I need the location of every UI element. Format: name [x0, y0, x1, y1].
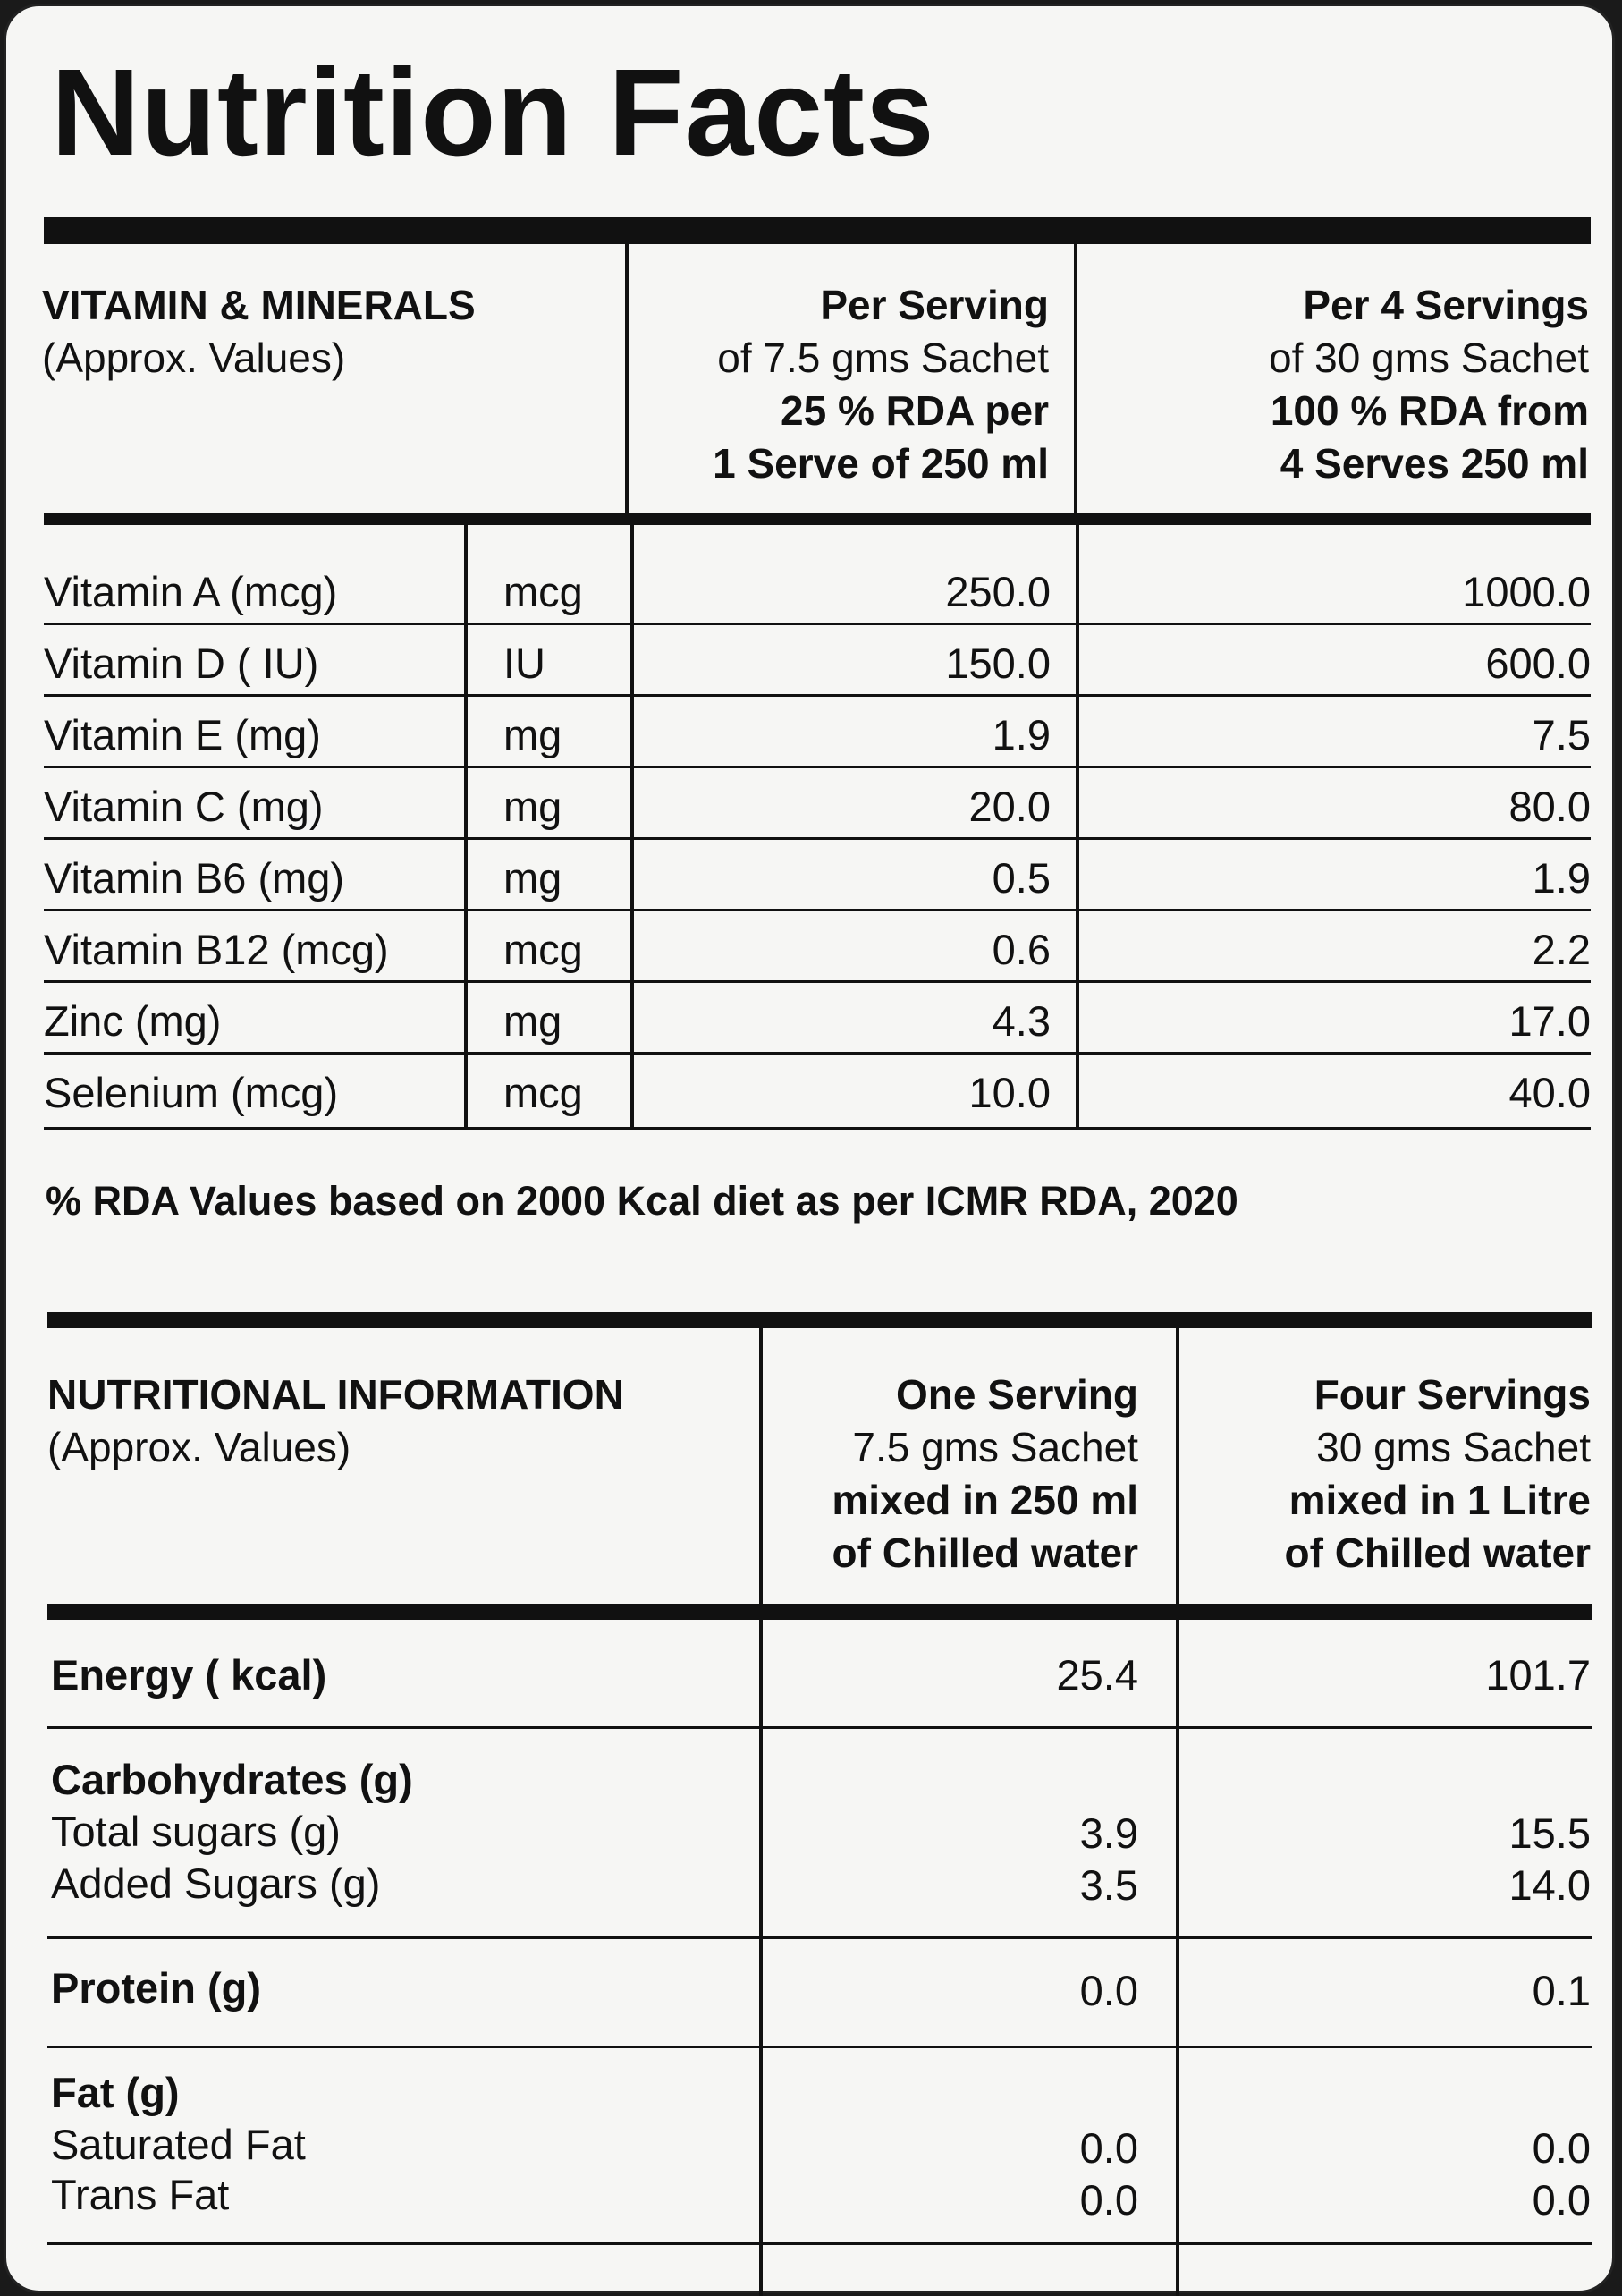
row-divider: [44, 694, 1591, 697]
saturated-fat-label: Saturated Fat: [51, 2121, 306, 2168]
nutrition-col3-line1: Four Servings: [1314, 1371, 1591, 1418]
vitamin-col2-line2: of 7.5 gms Sachet: [717, 335, 1049, 381]
nutrition-header-title: NUTRITIONAL INFORMATION: [47, 1371, 624, 1418]
saturated-fat-four-servings: 0.0: [1532, 2124, 1591, 2172]
vitamin-row-per-serving: 1.9: [992, 711, 1051, 758]
energy-label: Energy ( kcal): [51, 1651, 327, 1699]
vitamin-row-name: Zinc (mg): [44, 997, 222, 1045]
total-sugars-label: Total sugars (g): [51, 1808, 341, 1855]
vitamin-row-unit: mg: [503, 711, 562, 758]
row-divider: [47, 2242, 1592, 2245]
trans-fat-label: Trans Fat: [51, 2171, 230, 2218]
vitamin-header-subtitle: (Approx. Values): [42, 335, 346, 381]
vitamin-row-name: Vitamin A (mcg): [44, 568, 338, 615]
energy-one-serving: 25.4: [1056, 1651, 1138, 1699]
vitamin-row-per-4: 40.0: [1508, 1069, 1591, 1116]
divider: [1076, 525, 1079, 1130]
row-divider: [44, 766, 1591, 768]
vitamin-col2-line3: 25 % RDA per: [781, 387, 1049, 434]
divider: [630, 525, 634, 1130]
vitamin-row-unit: mg: [503, 783, 562, 830]
added-sugars-four-servings: 14.0: [1508, 1861, 1591, 1909]
row-divider: [47, 1726, 1592, 1729]
row-divider: [44, 980, 1591, 983]
total-sugars-four-servings: 15.5: [1508, 1809, 1591, 1857]
vitamin-row-per-4: 2.2: [1532, 926, 1591, 973]
divider: [464, 525, 468, 1130]
vitamin-row-unit: mcg: [503, 926, 583, 973]
saturated-fat-one-serving: 0.0: [1079, 2124, 1138, 2172]
vitamin-row-per-serving: 250.0: [945, 568, 1051, 615]
vitamin-row-unit: mg: [503, 854, 562, 902]
vitamin-row-unit: mg: [503, 997, 562, 1045]
nutrition-col3-line2: 30 gms Sachet: [1316, 1424, 1591, 1470]
row-divider: [44, 837, 1591, 840]
vitamin-col3-line2: of 30 gms Sachet: [1269, 335, 1589, 381]
divider: [759, 1328, 763, 2296]
added-sugars-one-serving: 3.5: [1079, 1861, 1138, 1909]
nutrition-col2-line1: One Serving: [896, 1371, 1138, 1418]
vitamin-row-per-serving: 10.0: [968, 1069, 1051, 1116]
vitamin-row-unit: IU: [503, 640, 545, 687]
vitamin-table-top-bar: [44, 217, 1591, 244]
vitamin-row-per-serving: 20.0: [968, 783, 1051, 830]
vitamin-row-name: Vitamin B6 (mg): [44, 854, 345, 902]
divider: [625, 244, 629, 513]
vitamin-col3-line1: Per 4 Servings: [1303, 282, 1589, 328]
protein-four-servings: 0.1: [1532, 1967, 1591, 2014]
vitamin-row-per-4: 7.5: [1532, 711, 1591, 758]
divider: [1176, 1328, 1179, 2296]
trans-fat-one-serving: 0.0: [1079, 2176, 1138, 2224]
nutrition-col3-line3: mixed in 1 Litre: [1288, 1477, 1591, 1523]
energy-four-servings: 101.7: [1485, 1651, 1591, 1699]
row-divider: [47, 2046, 1592, 2048]
vitamin-row-per-serving: 4.3: [992, 997, 1051, 1045]
fat-label: Fat (g): [51, 2069, 180, 2116]
nutrition-label-panel: [4, 4, 1615, 2293]
vitamin-row-per-4: 17.0: [1508, 997, 1591, 1045]
vitamin-row-unit: mcg: [503, 1069, 583, 1116]
vitamin-row-name: Vitamin C (mg): [44, 783, 324, 830]
row-divider: [44, 909, 1591, 911]
vitamin-row-unit: mcg: [503, 568, 583, 615]
added-sugars-label: Added Sugars (g): [51, 1860, 381, 1907]
vitamin-col3-line4: 4 Serves 250 ml: [1280, 440, 1589, 487]
vitamin-row-name: Vitamin E (mg): [44, 711, 321, 758]
carbohydrates-label: Carbohydrates (g): [51, 1756, 413, 1803]
protein-one-serving: 0.0: [1079, 1967, 1138, 2014]
row-divider: [44, 1052, 1591, 1055]
rda-note: % RDA Values based on 2000 Kcal diet as per ICMR RDA, 2020: [46, 1178, 1238, 1224]
vitamin-row-per-4: 1000.0: [1462, 568, 1591, 615]
vitamin-row-per-serving: 150.0: [945, 640, 1051, 687]
vitamin-row-per-serving: 0.6: [992, 926, 1051, 973]
vitamin-row-name: Vitamin D ( IU): [44, 640, 319, 687]
vitamin-col3-line3: 100 % RDA from: [1270, 387, 1589, 434]
protein-label: Protein (g): [51, 1964, 261, 2012]
nutrition-table-top-bar: [47, 1312, 1592, 1328]
nutrition-header-bar: [47, 1604, 1592, 1620]
vitamin-row-per-serving: 0.5: [992, 854, 1051, 902]
row-divider: [47, 1936, 1592, 1939]
vitamin-row-per-4: 600.0: [1485, 640, 1591, 687]
row-divider: [44, 623, 1591, 625]
vitamin-row-name: Vitamin B12 (mcg): [44, 926, 389, 973]
nutrition-col2-line2: 7.5 gms Sachet: [852, 1424, 1138, 1470]
nutrition-col2-line3: mixed in 250 ml: [832, 1477, 1138, 1523]
vitamin-row-per-4: 80.0: [1508, 783, 1591, 830]
nutrition-col3-line4: of Chilled water: [1284, 1529, 1591, 1576]
page-title: Nutrition Facts: [51, 44, 935, 182]
nutrition-col2-line4: of Chilled water: [832, 1529, 1138, 1576]
total-sugars-one-serving: 3.9: [1079, 1809, 1138, 1857]
trans-fat-four-servings: 0.0: [1532, 2176, 1591, 2224]
vitamin-header-bar: [44, 513, 1591, 525]
vitamin-header-title: VITAMIN & MINERALS: [42, 282, 476, 328]
vitamin-col2-line4: 1 Serve of 250 ml: [713, 440, 1049, 487]
divider: [1074, 244, 1077, 513]
vitamin-row-name: Selenium (mcg): [44, 1069, 339, 1116]
vitamin-row-per-4: 1.9: [1532, 854, 1591, 902]
row-divider: [44, 1127, 1591, 1130]
nutrition-header-subtitle: (Approx. Values): [47, 1424, 351, 1470]
vitamin-col2-line1: Per Serving: [820, 282, 1049, 328]
